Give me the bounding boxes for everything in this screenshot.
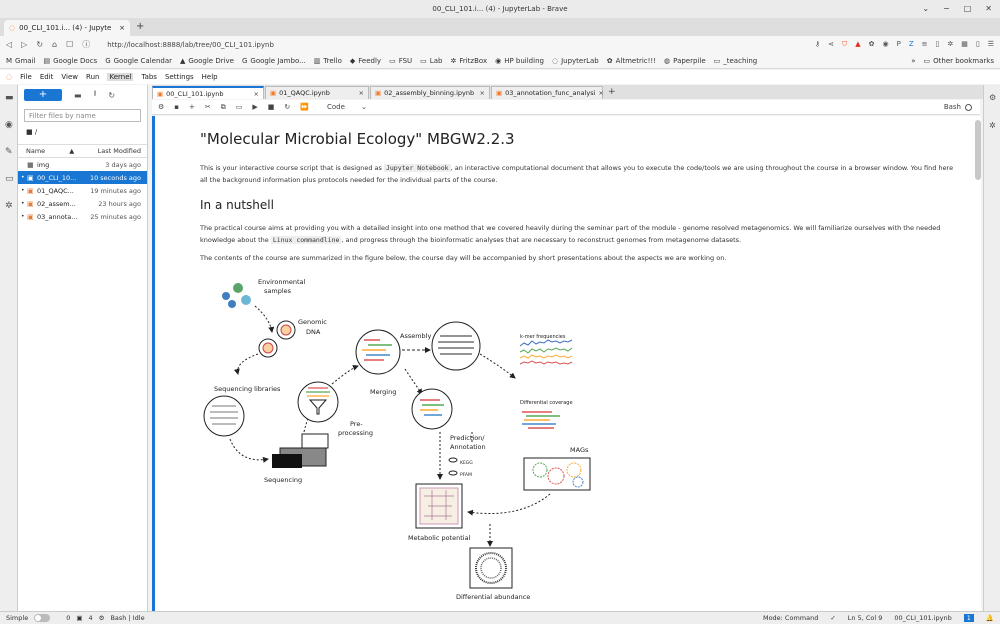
notebook-icon: ▣ xyxy=(496,89,503,97)
bookmark-item[interactable]: ▭ Lab xyxy=(420,56,443,65)
window-title: 00_CLI_101.i... (4) - JupyterLab - Brave xyxy=(432,5,568,13)
window-titlebar xyxy=(0,0,1000,18)
rewards-icon[interactable]: ▲ xyxy=(855,40,861,48)
notebook-title: "Molecular Microbial Ecology" MBGW2.2.3 xyxy=(200,130,515,148)
save-icon[interactable]: ▪ xyxy=(174,103,180,111)
file-row[interactable]: • ▣ 01_QAQC... 19 minutes ago xyxy=(21,186,141,195)
run-all-icon[interactable]: ⏩ xyxy=(300,103,310,111)
refresh-icon[interactable]: ↻ xyxy=(108,90,116,100)
sequencer-icon xyxy=(272,434,328,468)
notebook-toolbar xyxy=(152,100,980,115)
menu-settings[interactable]: Settings xyxy=(164,73,194,81)
document-tabs xyxy=(152,85,1000,99)
label-pred: Prediction/ xyxy=(450,434,485,442)
col-modified[interactable]: Last Modified xyxy=(97,147,141,155)
label-kegg: KEGG xyxy=(460,461,473,466)
left-activity-bar xyxy=(0,85,18,611)
notebook-panel xyxy=(152,116,981,611)
notebook-icon: ▣ xyxy=(270,89,277,97)
menu-kernel[interactable]: Kernel xyxy=(109,73,132,81)
kernel-status-icon xyxy=(965,104,972,111)
close-tab-icon[interactable]: × xyxy=(598,89,604,97)
bookmarks-more-icon[interactable]: » xyxy=(911,56,916,65)
new-folder-icon[interactable]: ▬ xyxy=(74,90,82,100)
bookmark-item[interactable]: ✿ Altmetric!!! xyxy=(606,56,657,65)
menu-view[interactable]: View xyxy=(61,73,79,81)
notebook-icon: ▣ xyxy=(27,212,34,221)
kernel-count[interactable]: 4 xyxy=(88,614,93,622)
doc-tab[interactable]: ▣ 02_assembly_binning.ipynb × xyxy=(370,86,490,99)
label-env2: samples xyxy=(264,287,292,295)
folder-icon: ■ xyxy=(27,160,34,169)
notebook-icon: ▣ xyxy=(27,199,34,208)
label-kmer: k-mer frequencies xyxy=(520,334,566,340)
doc-tab[interactable]: ▣ 01_QAQC.ipynb × xyxy=(265,86,369,99)
bookmark-icon: ▲ xyxy=(180,56,186,65)
bookmark-icon: ▭ xyxy=(389,56,396,65)
file-row[interactable]: • ▣ 02_assem... 23 hours ago xyxy=(21,199,141,208)
genomic-dna-icon xyxy=(259,321,295,357)
notification-count[interactable]: 1 xyxy=(964,614,974,622)
add-cell-icon[interactable]: + xyxy=(189,103,195,111)
bookmark-item[interactable]: ◍ Paperpile xyxy=(664,56,706,65)
close-tab-icon[interactable]: × xyxy=(479,89,485,97)
extension-1-icon[interactable]: ✿ xyxy=(868,40,875,48)
file-list xyxy=(18,158,147,223)
bookmark-icon: ◌ xyxy=(551,56,559,65)
kmer-frequency-chart xyxy=(520,340,572,364)
wallet-icon[interactable]: ▦ xyxy=(961,40,968,48)
label-pre2: processing xyxy=(338,429,374,437)
bookmark-item[interactable]: ▲ Google Drive xyxy=(180,56,234,65)
bookmark-item[interactable]: ▭ FSU xyxy=(389,56,413,65)
running-dot-icon: • xyxy=(21,200,25,207)
tabs-icon[interactable]: ▭ xyxy=(5,174,14,184)
running-dot-icon: • xyxy=(21,187,25,194)
browser-tab[interactable] xyxy=(4,20,130,36)
kernel-icon: ⚙ xyxy=(98,614,105,622)
notebook-icon: ▣ xyxy=(375,89,382,97)
jupyter-menubar xyxy=(0,70,1000,84)
bookmark-icon: ▭ xyxy=(420,56,427,65)
debugger-icon[interactable]: ✲ xyxy=(989,121,996,130)
differential-coverage-icon xyxy=(522,412,560,428)
bookmark-icon: G xyxy=(105,56,111,65)
active-cell-indicator xyxy=(152,116,155,611)
commands-icon[interactable]: ✎ xyxy=(5,147,13,157)
differential-abundance-icon xyxy=(470,548,512,588)
bookmark-item[interactable]: ◆ Feedly xyxy=(349,56,382,65)
copy-icon[interactable]: ⧉ xyxy=(220,102,226,111)
stop-icon[interactable]: ■ xyxy=(267,103,275,111)
bookmark-item[interactable]: ◌ JupyterLab xyxy=(551,56,599,65)
cell-type-select[interactable]: Code ⌄ xyxy=(327,103,367,111)
running-dot-icon: • xyxy=(21,174,25,181)
simple-mode-label: Simple xyxy=(6,614,29,622)
profile-icon[interactable]: ▯ xyxy=(975,40,980,48)
kernel-indicator[interactable]: Bash xyxy=(944,103,972,111)
folder-icon[interactable]: ▬ xyxy=(5,93,14,103)
bookmark-item[interactable]: ▤ Google Docs xyxy=(43,56,98,65)
mags-icon xyxy=(524,458,590,490)
markdown-cell[interactable] xyxy=(200,130,960,270)
label-seqlib: Sequencing libraries xyxy=(214,385,281,393)
menu-file[interactable]: File xyxy=(20,73,32,81)
filter-files-input[interactable]: Filter files by name xyxy=(24,109,141,122)
preprocessing-icon xyxy=(298,382,338,422)
bookmark-icon: ◍ xyxy=(664,56,671,65)
sequencing-libraries-icon xyxy=(204,396,244,436)
label-pred2: Annotation xyxy=(450,443,486,451)
breadcrumb[interactable]: ■ / xyxy=(26,128,38,136)
menu-run[interactable]: Run xyxy=(86,73,100,81)
settings-icon[interactable]: ⚙ xyxy=(158,103,165,111)
paste-icon[interactable]: ▭ xyxy=(235,103,243,111)
new-launcher-button[interactable]: + xyxy=(24,89,62,101)
close-tab-icon[interactable]: × xyxy=(253,89,259,98)
label-gdna2: DNA xyxy=(306,328,321,336)
section-heading: In a nutshell xyxy=(200,198,274,212)
bookmark-icon: ✲ xyxy=(450,56,457,65)
bell-icon[interactable]: 🔔 xyxy=(985,614,994,622)
file-list-header xyxy=(18,144,147,158)
bookmark-icon: G xyxy=(241,56,248,65)
notebook-icon: ▣ xyxy=(27,173,34,182)
simple-mode-toggle[interactable] xyxy=(34,614,50,622)
extension-4-icon[interactable]: ✲ xyxy=(947,40,954,48)
paperpile-icon[interactable]: P xyxy=(896,40,901,48)
bookmark-item[interactable]: ✲ FritzBox xyxy=(450,56,488,65)
jupyter-favicon-icon: ◌ xyxy=(9,24,16,32)
label-metabolic: Metabolic potential xyxy=(408,534,471,542)
zotero-icon[interactable]: Z xyxy=(908,40,914,48)
minimize-icon[interactable]: − xyxy=(943,4,950,13)
summary-paragraph: The contents of the course are summarized in the figure below, the course day will be accompanied by short presentations about the aspects we are working on. xyxy=(200,254,727,262)
mode-status: Mode: Command xyxy=(762,614,819,622)
bookmark-item[interactable]: ▥ Trello xyxy=(313,56,342,65)
key-icon[interactable]: ⚷ xyxy=(814,40,821,48)
notebook-icon: ▣ xyxy=(27,186,34,195)
file-row[interactable]: • ▣ 00_CLI_10... 10 seconds ago xyxy=(18,171,147,184)
bookmark-item[interactable]: G Google Jambo... xyxy=(241,56,306,65)
jupyter-logo-icon: ◌ xyxy=(6,73,13,81)
merging-icon xyxy=(356,330,400,374)
label-env: Environmental xyxy=(258,278,306,286)
bookmark-icon: ✿ xyxy=(606,56,613,65)
file-row[interactable]: ■ img 3 days ago xyxy=(27,160,141,169)
bookmark-item[interactable]: M Gmail xyxy=(6,56,36,65)
bookmark-icon: ▭ xyxy=(713,56,721,65)
file-browser xyxy=(18,85,148,611)
file-row[interactable]: • ▣ 03_annota... 25 minutes ago xyxy=(21,212,141,221)
database-icon xyxy=(449,458,457,475)
menu-edit[interactable]: Edit xyxy=(39,73,54,81)
bookmark-item[interactable]: G Google Calendar xyxy=(105,56,173,65)
environmental-samples-icon xyxy=(222,283,251,308)
label-merging: Merging xyxy=(370,388,397,396)
notebook-icon: ▣ xyxy=(157,89,164,98)
current-file: 00_CLI_101.ipynb xyxy=(894,614,952,622)
kernel-status[interactable]: Bash | Idle xyxy=(110,614,145,622)
label-pre: Pre- xyxy=(350,420,363,428)
upload-icon[interactable]: ⭱ xyxy=(93,89,97,98)
menu-help[interactable]: Help xyxy=(201,73,218,81)
assembly-icon xyxy=(432,322,480,370)
bookmark-icon: ▥ xyxy=(313,56,321,65)
doc-tab[interactable]: ▣ 03_annotation_func_analysi × xyxy=(491,86,603,99)
share-icon[interactable]: ⋖ xyxy=(828,40,834,48)
bookmarks-bar xyxy=(0,53,1000,69)
maximize-icon[interactable]: □ xyxy=(963,4,972,13)
back-icon[interactable]: ◁ xyxy=(6,40,13,49)
running-icon[interactable]: ◉ xyxy=(5,120,13,130)
extension-2-icon[interactable]: ◉ xyxy=(882,40,889,48)
extension-manager-icon[interactable]: ✲ xyxy=(5,201,13,211)
window-menu-icon[interactable]: ⌄ xyxy=(922,4,930,13)
prediction-annotation-icon xyxy=(412,389,452,429)
close-window-icon[interactable]: ✕ xyxy=(985,4,992,13)
label-diffab: Differential abundance xyxy=(456,593,531,601)
workflow-figure xyxy=(200,274,600,604)
url-field[interactable]: http://localhost:8888/lab/tree/00_CLI_101.ipynb xyxy=(107,40,274,49)
bookmark-icon[interactable]: ☐ xyxy=(66,40,74,49)
bookmark-item[interactable]: ▭ _teaching xyxy=(713,56,758,65)
restart-icon[interactable]: ↻ xyxy=(284,103,291,111)
chevron-down-icon: ⌄ xyxy=(360,103,367,111)
terminal-icon: ▣ xyxy=(76,614,83,622)
metabolic-map-icon xyxy=(416,484,462,528)
cut-icon[interactable]: ✂ xyxy=(204,103,211,111)
reload-icon[interactable]: ↻ xyxy=(36,40,44,49)
label-sequencing: Sequencing xyxy=(264,476,303,484)
browser-tab-label: 00_CLI_101.i... (4) - Jupyte xyxy=(19,24,112,32)
bookmark-item[interactable]: ◉ HP building xyxy=(495,56,544,65)
other-bookmarks[interactable]: ▭ Other bookmarks xyxy=(923,56,994,65)
check-icon: ✓ xyxy=(830,614,836,622)
running-dot-icon: • xyxy=(21,213,25,220)
intro-paragraph: This is your interactive course script that is designed as Jupyter Notebook , an interactive computational document that allows you to execute the code/tools we are using throughout the course in a browser window. You find here all the background information plus protocols needed for the individual parts of the course. xyxy=(200,164,954,184)
scrollbar[interactable] xyxy=(975,120,981,180)
label-diffcov: Differential coverage xyxy=(520,400,573,406)
terminal-count[interactable]: 0 xyxy=(66,614,71,622)
label-pfam: PFAM xyxy=(460,473,472,478)
browser-tabstrip xyxy=(0,18,1000,36)
close-tab-icon[interactable]: × xyxy=(358,89,364,97)
folder-icon: ▭ xyxy=(923,56,931,65)
label-gdna: Genomic xyxy=(298,318,327,326)
extension-3-icon[interactable]: ≡ xyxy=(921,40,928,48)
bookmark-icon: ▤ xyxy=(43,56,51,65)
cursor-position[interactable]: Ln 5, Col 9 xyxy=(847,614,883,622)
address-bar xyxy=(0,36,1000,53)
home-icon[interactable]: ⌂ xyxy=(52,40,58,49)
forward-icon[interactable]: ▷ xyxy=(21,40,28,49)
new-launcher-tab-button[interactable]: + xyxy=(608,87,616,97)
col-name[interactable]: Name ▲ xyxy=(26,147,75,155)
close-tab-icon[interactable]: × xyxy=(119,24,125,32)
menu-tabs[interactable]: Tabs xyxy=(141,73,157,81)
right-sidebar xyxy=(983,85,1000,611)
label-mags: MAGs xyxy=(570,446,589,454)
info-icon: ⓘ xyxy=(82,40,91,49)
doc-tab[interactable]: ▣ 00_CLI_101.ipynb × xyxy=(152,86,264,99)
bookmark-icon: ◉ xyxy=(495,56,502,65)
sidebar-icon[interactable]: ▯ xyxy=(935,40,940,48)
property-inspector-icon[interactable]: ⚙ xyxy=(989,93,997,102)
brave-shield-icon[interactable]: ⛉ xyxy=(841,40,848,48)
new-tab-button[interactable]: + xyxy=(136,21,145,32)
bookmark-icon: ◆ xyxy=(349,56,356,65)
bookmark-icon: M xyxy=(6,56,13,65)
nutshell-paragraph: The practical course aims at providing you with a detailed insight into one method that we covered heavily during the seminar part of the module - genome resolved metagenomics. We will familiarize ourselves with the needed knowledge about the Linux commandline , and progress through the bioinformatic analyses that are necessary to reconstruct genomes from metagenome datasets. xyxy=(200,224,941,244)
browser-menu-icon[interactable]: ☰ xyxy=(987,40,994,48)
run-icon[interactable]: ▶ xyxy=(252,103,258,111)
statusbar xyxy=(0,611,1000,624)
label-assembly: Assembly xyxy=(400,332,432,340)
